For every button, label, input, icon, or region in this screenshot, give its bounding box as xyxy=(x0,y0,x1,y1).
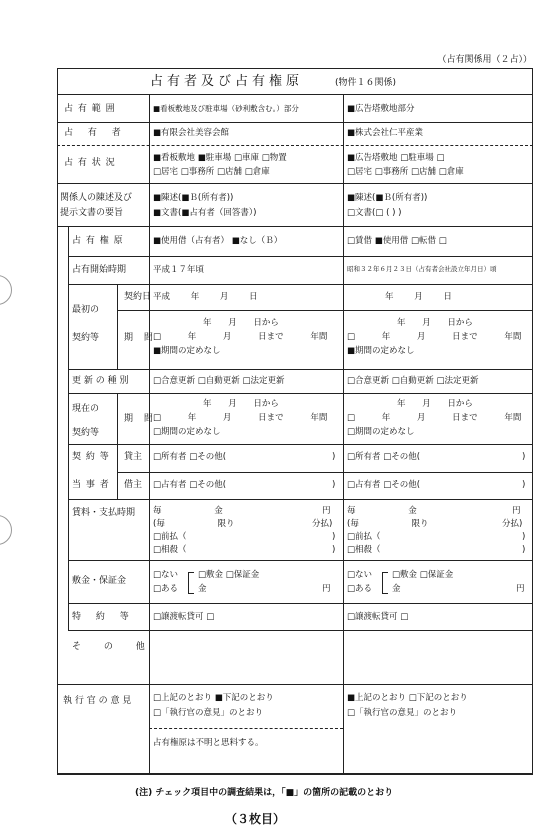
sub-label-divider-2 xyxy=(117,393,118,499)
current-period-a3: □期間の定めなし xyxy=(153,427,221,437)
occupant-a: ■有限会社美容会館 xyxy=(153,128,230,138)
row-line xyxy=(68,603,533,604)
current-period-a1: 年 月 日から xyxy=(203,399,279,409)
first-period-a1: 年 月 日から xyxy=(203,318,279,328)
first-period-a2: □ 年 月 日まで 年間 xyxy=(153,332,328,342)
label-statement-1: 関係人の陳述及び xyxy=(60,193,133,203)
row-line xyxy=(57,684,533,685)
parties-a-borrower-close: ) xyxy=(332,480,336,490)
first-period-b1: 年 月 日から xyxy=(397,318,473,328)
label-start: 占有開始時期 xyxy=(72,265,127,275)
label-statement-2: 提示文書の要旨 xyxy=(60,208,124,218)
row-line xyxy=(68,256,533,257)
label-deposit: 敷金・保証金 xyxy=(72,576,127,586)
deposit-a-amount: 金 xyxy=(198,584,207,594)
deposit-a-some: □ある xyxy=(153,584,179,594)
deposit-b-amount: 金 xyxy=(392,584,401,594)
parties-b-borrower-close: ) xyxy=(522,480,526,490)
header-note: （占有関係用（２占）） xyxy=(437,55,532,65)
parties-a-lender: □所有者 □その他( xyxy=(153,452,227,462)
rent-b-l1: 毎 金 xyxy=(347,506,417,516)
label-first-period: 期 間 xyxy=(124,333,157,343)
footnote: (注) チェック項目中の調査結果は，「■」の箇所の記載のとおり xyxy=(135,788,394,798)
row-line xyxy=(57,183,533,184)
opinion-a2: □「執行官の意見」のとおり xyxy=(153,708,264,718)
rent-a-paid: 分払) xyxy=(312,519,333,529)
row-line xyxy=(68,499,533,500)
occupant-b: ■株式会社仁平産業 xyxy=(347,128,424,138)
form-title-sub: (物件１６関係) xyxy=(335,78,397,88)
status-a1: ■看板敷地 ■駐車場 □車庫 □物置 xyxy=(153,153,287,163)
status-b2: □居宅 □事務所 □店舗 □倉庫 xyxy=(347,167,464,177)
current-period-b3: □期間の定めなし xyxy=(347,427,415,437)
deposit-a-bracket xyxy=(188,572,194,594)
row-line xyxy=(68,393,533,394)
deposit-b-none: □ない xyxy=(347,570,373,580)
row-line xyxy=(68,444,533,445)
rent-a-l1: 毎 金 xyxy=(153,506,223,516)
rent-b-l4: □相殺（ xyxy=(347,545,381,555)
opinion-b1: ■上記のとおり □下記のとおり xyxy=(347,693,468,703)
rent-a-l3: □前払（ xyxy=(153,532,187,542)
label-opinion: 執 行 官 の 意 見 xyxy=(63,696,132,706)
label-lender: 貸主 xyxy=(124,452,143,462)
first-period-a3: ■期間の定めなし xyxy=(153,346,221,356)
label-parties-1: 契 約 等 xyxy=(72,452,110,462)
rent-b-l4-close: ) xyxy=(522,545,526,555)
special-a: □譲渡転貸可 □ xyxy=(153,612,215,622)
special-b: □譲渡転貸可 □ xyxy=(347,612,409,622)
binder-hole-top xyxy=(0,275,12,305)
right-b: □賃借 ■使用借 □転借 □ xyxy=(347,236,447,246)
status-b1: ■広告塔敷地 □駐車場 □ xyxy=(347,153,445,163)
rent-b-l2: (毎 限り xyxy=(347,519,429,529)
rent-b-l3-close: ) xyxy=(522,532,526,542)
rent-a-l3-close: ) xyxy=(332,532,336,542)
label-current-period: 期 間 xyxy=(124,414,157,424)
label-first-1: 最初の xyxy=(72,305,100,315)
binder-hole-bottom xyxy=(0,515,12,545)
parties-b-lender: □所有者 □その他( xyxy=(347,452,421,462)
label-parties-2: 当 事 者 xyxy=(72,480,110,490)
range-b: ■広告塔敷地部分 xyxy=(347,104,415,114)
subrow-left xyxy=(68,226,69,630)
title-divider xyxy=(57,94,533,95)
row-line xyxy=(57,774,533,775)
start-a: 平成１７年頃 xyxy=(153,265,205,275)
row-line xyxy=(57,145,533,146)
label-renewal: 更 新 の 種 別 xyxy=(72,376,129,386)
first-date-b: 年 月 日 xyxy=(385,292,452,302)
opinion-a1: □上記のとおり ■下記のとおり xyxy=(153,693,274,703)
deposit-b-types: □敷金 □保証金 xyxy=(392,570,454,580)
renewal-a: □合意更新 □自動更新 □法定更新 xyxy=(153,376,285,386)
label-range: 占 有 範 囲 xyxy=(64,104,116,114)
label-right: 占 有 権 原 xyxy=(72,236,124,246)
parties-a-borrower: □占有者 □その他( xyxy=(153,480,227,490)
label-occupant: 占 有 者 xyxy=(64,128,127,138)
rent-a-l2: (毎 限り xyxy=(153,519,235,529)
row-line xyxy=(57,122,533,123)
label-current-1: 現在の xyxy=(72,404,100,414)
parties-b-lender-close: ) xyxy=(522,452,526,462)
first-period-b2: □ 年 月 日まで 年間 xyxy=(347,332,522,342)
label-first-2: 契約等 xyxy=(72,333,100,343)
statement-b2: □文書(□ ( ) ) xyxy=(347,208,402,218)
row-line xyxy=(68,560,533,561)
opinion-b2: □「執行官の意見」のとおり xyxy=(347,708,458,718)
right-a: ■使用借（占有者） ■なし（Ｂ） xyxy=(153,236,283,246)
statement-a1: ■陳述(■Ｂ(所有者)) xyxy=(153,193,234,203)
row-line xyxy=(149,728,343,729)
statement-a2: ■文書(■占有者（回答書）) xyxy=(153,208,257,218)
row-line xyxy=(68,369,533,370)
current-period-b1: 年 月 日から xyxy=(397,399,473,409)
row-line xyxy=(68,630,533,631)
deposit-a-yen: 円 xyxy=(322,584,331,594)
row-line xyxy=(117,472,533,473)
row-line xyxy=(68,284,533,285)
current-period-a2: □ 年 月 日まで 年間 xyxy=(153,413,328,423)
row-line xyxy=(57,226,533,227)
rent-a-l4-close: ) xyxy=(332,545,336,555)
label-status: 占 有 状 況 xyxy=(64,158,116,168)
label-borrower: 借主 xyxy=(124,480,143,490)
label-other: そ の 他 xyxy=(72,642,155,652)
start-b: 昭和３２年６月２３日（占有者会社設立年月日）頃 xyxy=(347,265,497,273)
first-period-b3: ■期間の定めなし xyxy=(347,346,415,356)
rent-a-yen: 円 xyxy=(322,506,331,516)
label-contract-date: 契約日 xyxy=(124,292,152,302)
first-date-a: 平成 年 月 日 xyxy=(153,292,258,302)
deposit-a-none: □ない xyxy=(153,570,179,580)
status-a2: □居宅 □事務所 □店舗 □倉庫 xyxy=(153,167,270,177)
deposit-b-yen: 円 xyxy=(516,584,525,594)
rent-a-l4: □相殺（ xyxy=(153,545,187,555)
column-divider xyxy=(343,94,344,774)
deposit-b-some: □ある xyxy=(347,584,373,594)
statement-b1: ■陳述(■Ｂ(所有者)) xyxy=(347,193,428,203)
parties-a-lender-close: ) xyxy=(332,452,336,462)
renewal-b: □合意更新 □自動更新 □法定更新 xyxy=(347,376,479,386)
opinion-a3: 占有権原は不明と思料する。 xyxy=(153,738,264,748)
parties-b-borrower: □占有者 □その他( xyxy=(347,480,421,490)
label-rent: 賃料・支払時期 xyxy=(72,508,136,518)
row-line xyxy=(117,310,533,311)
rent-b-yen: 円 xyxy=(512,506,521,516)
page-label: （３枚目） xyxy=(225,812,286,826)
range-a: ■看板敷地及び駐車場（砂利敷含む。）部分 xyxy=(153,104,299,113)
label-special: 特 約 等 xyxy=(72,612,135,622)
deposit-b-bracket xyxy=(382,572,388,594)
form-title: 占有者及び占有権原 xyxy=(150,74,304,89)
deposit-a-types: □敷金 □保証金 xyxy=(198,570,260,580)
current-period-b2: □ 年 月 日まで 年間 xyxy=(347,413,522,423)
rent-b-l3: □前払（ xyxy=(347,532,381,542)
label-divider-opinion xyxy=(149,684,150,774)
sub-label-divider xyxy=(117,284,118,369)
label-current-2: 契約等 xyxy=(72,428,100,438)
rent-b-paid: 分払) xyxy=(502,519,523,529)
